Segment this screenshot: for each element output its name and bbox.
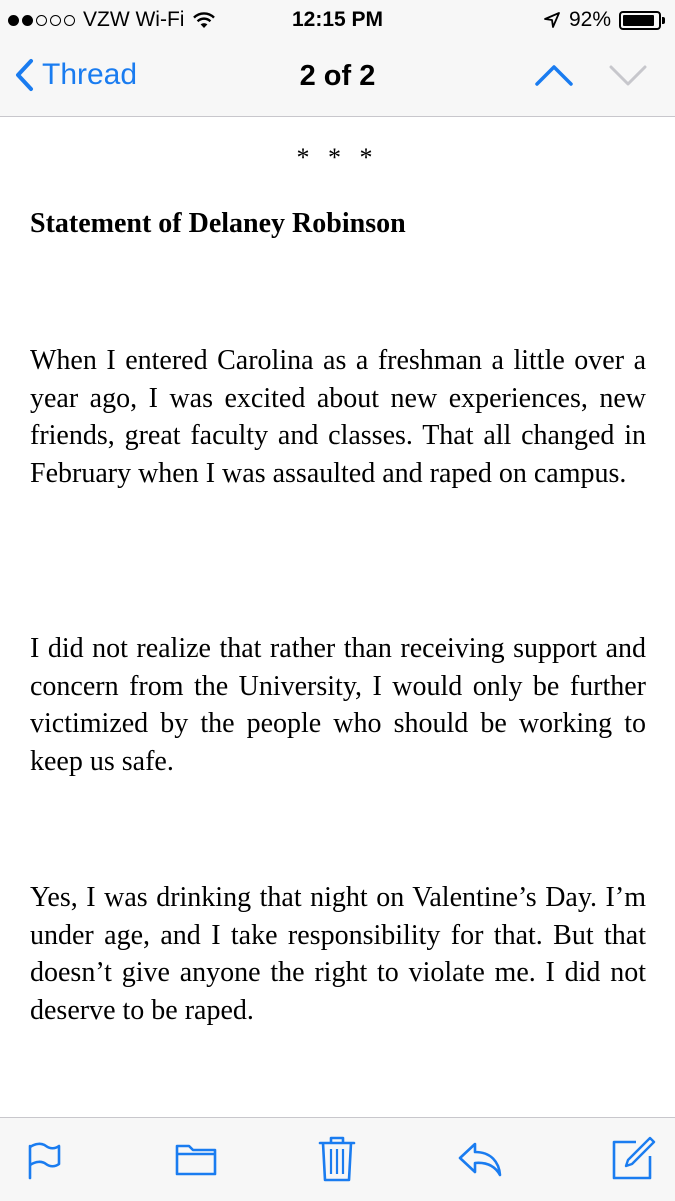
status-time: 12:15 PM (291, 8, 384, 31)
battery-icon (619, 11, 661, 30)
chevron-down-icon (608, 62, 648, 88)
previous-message-button[interactable] (534, 62, 574, 93)
message-body[interactable] (0, 117, 675, 1117)
compose-icon (610, 1136, 656, 1182)
battery-percent: 92% (568, 8, 611, 31)
section-separator: * * * (296, 143, 379, 172)
paragraph: When I entered Carolina as a freshman a little over a year ago, I was excited about new experiences, new friends, great faculty and classes. That all changed in February when I was assaulted and raped on campus. (30, 345, 646, 489)
statement-heading: Statement of Delaney Robinson (30, 208, 406, 239)
paragraph: I did not realize that rather than receiving support and concern from the University, I would only be further victimized by the people who should be working to keep us safe. (30, 633, 646, 777)
navigation-bar (0, 40, 675, 117)
status-bar (0, 0, 675, 40)
flag-icon (26, 1140, 62, 1180)
bottom-toolbar (0, 1117, 675, 1201)
status-right (543, 8, 661, 32)
trash-icon (318, 1136, 356, 1182)
chevron-left-icon (14, 58, 34, 92)
chevron-up-icon (534, 62, 574, 88)
flag-button[interactable] (26, 1140, 62, 1185)
reply-icon (457, 1140, 503, 1178)
location-arrow-icon (543, 11, 561, 29)
page-title: 2 of 2 (299, 60, 376, 92)
back-button-label: Thread (42, 58, 138, 91)
reply-button[interactable] (457, 1140, 503, 1183)
folder-icon (175, 1140, 217, 1178)
battery-tip (662, 17, 665, 24)
next-message-button[interactable] (608, 62, 648, 93)
compose-button[interactable] (610, 1136, 656, 1187)
battery-level-fill (623, 15, 654, 26)
delete-button[interactable] (318, 1136, 356, 1187)
paragraph: Yes, I was drinking that night on Valentine’s Day. I’m under age, and I take responsibility for that. But that doesn’t give anyone the right to violate me. I did not deserve to be raped. (30, 882, 646, 1026)
carrier-label: VZW Wi-Fi (83, 8, 185, 31)
back-button[interactable] (14, 58, 137, 92)
move-to-folder-button[interactable] (175, 1140, 217, 1183)
